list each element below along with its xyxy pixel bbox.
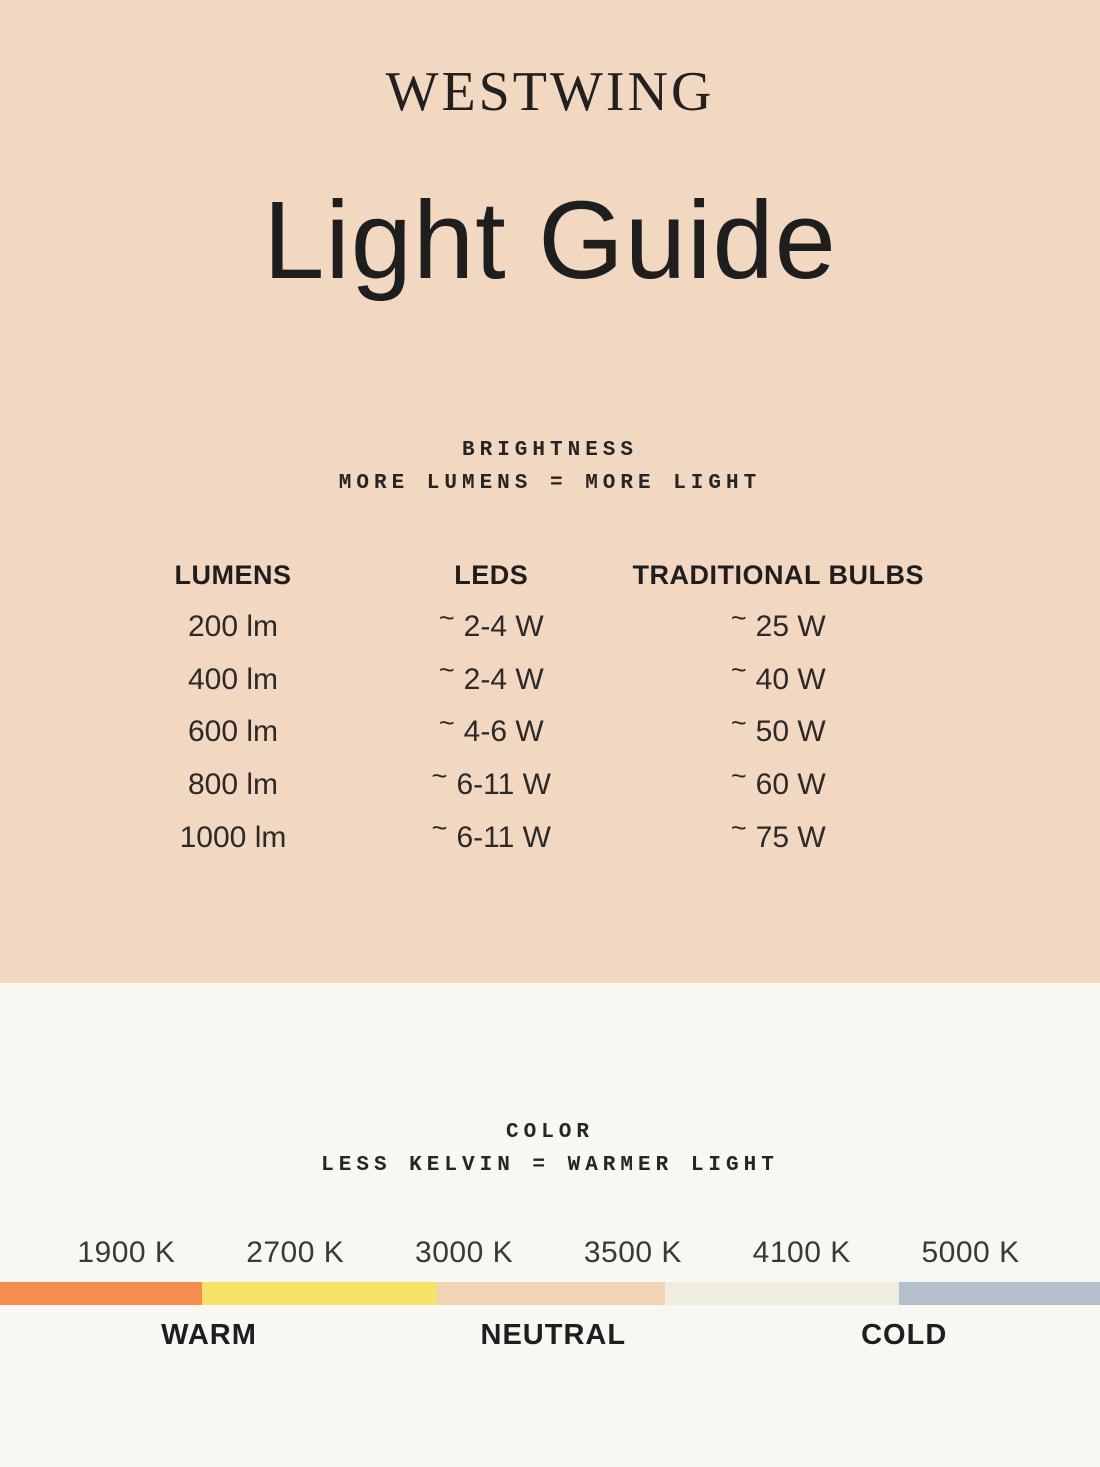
column-header-traditional-bulbs: TRADITIONAL BULBS [632, 559, 925, 590]
approx-symbol: ~ [730, 707, 747, 738]
kelvin-label: 1900 K [77, 1236, 176, 1269]
approx-symbol: ~ [431, 760, 448, 791]
lumens-value: 400 lm [187, 662, 279, 696]
led-wattage [356, 759, 627, 812]
approx-symbol: ~ [730, 602, 747, 633]
scale-segment-neutral-cream [665, 1282, 898, 1305]
page-title: Light Guide [263, 179, 837, 302]
bulb-wattage-text: 40 W [755, 662, 826, 696]
approx-symbol: ~ [730, 655, 747, 686]
approx-symbol: ~ [730, 760, 747, 791]
bulb-wattage-text: 50 W [755, 715, 826, 749]
color-subheading: LESS KELVIN = WARMER LIGHT [321, 1154, 779, 1177]
bulb-wattage [627, 811, 930, 864]
approx-symbol: ~ [438, 655, 455, 686]
brand-logo: WESTWING [385, 61, 715, 123]
bulb-wattage-text: 60 W [755, 768, 826, 802]
kelvin-label: 2700 K [246, 1236, 345, 1269]
led-wattage-text: 6-11 W [456, 768, 551, 802]
led-wattage [356, 706, 627, 759]
color-temperature-scale-bar [0, 1282, 1100, 1305]
led-wattage-text: 2-4 W [463, 610, 544, 644]
kelvin-scale-labels [42, 1236, 1055, 1270]
kelvin-label: 4100 K [752, 1236, 851, 1269]
brightness-heading: BRIGHTNESS [461, 439, 639, 462]
bulb-wattage [627, 706, 930, 759]
scale-segment-cold-blue [899, 1282, 1100, 1305]
approx-symbol: ~ [730, 813, 747, 844]
kelvin-label: 3500 K [583, 1236, 682, 1269]
lumens-value: 600 lm [187, 715, 279, 749]
temperature-label-warm: WARM [161, 1319, 257, 1351]
scale-segment-warm-orange [0, 1282, 202, 1305]
bulb-wattage-text: 25 W [755, 610, 826, 644]
bulb-wattage [627, 601, 930, 654]
approx-symbol: ~ [438, 602, 455, 633]
led-wattage-text: 2-4 W [463, 662, 544, 696]
bulb-wattage [627, 654, 930, 707]
led-wattage [356, 654, 627, 707]
brightness-subheading: MORE LUMENS = MORE LIGHT [338, 472, 762, 495]
color-heading: COLOR [505, 1121, 594, 1144]
bulb-wattage [627, 759, 930, 812]
column-header-lumens: LUMENS [174, 559, 292, 590]
led-wattage [356, 811, 627, 864]
temperature-label-neutral: NEUTRAL [480, 1319, 627, 1351]
color-temperature-section [0, 983, 1100, 1467]
led-wattage [356, 601, 627, 654]
led-wattage-text: 4-6 W [463, 715, 544, 749]
approx-symbol: ~ [431, 813, 448, 844]
lumens-value: 200 lm [187, 610, 279, 644]
bulb-wattage-text: 75 W [755, 820, 826, 854]
lumen-wattage-table [110, 549, 930, 864]
kelvin-label: 3000 K [415, 1236, 514, 1269]
lumens-value: 1000 lm [179, 820, 287, 854]
kelvin-label: 5000 K [921, 1236, 1020, 1269]
scale-segment-neutral-peach [437, 1282, 666, 1305]
led-wattage-text: 6-11 W [456, 820, 551, 854]
temperature-label-cold: COLD [861, 1319, 948, 1351]
column-header-leds: LEDS [454, 559, 529, 590]
approx-symbol: ~ [438, 707, 455, 738]
scale-segment-warm-yellow [202, 1282, 436, 1305]
lumens-value: 800 lm [187, 768, 279, 802]
